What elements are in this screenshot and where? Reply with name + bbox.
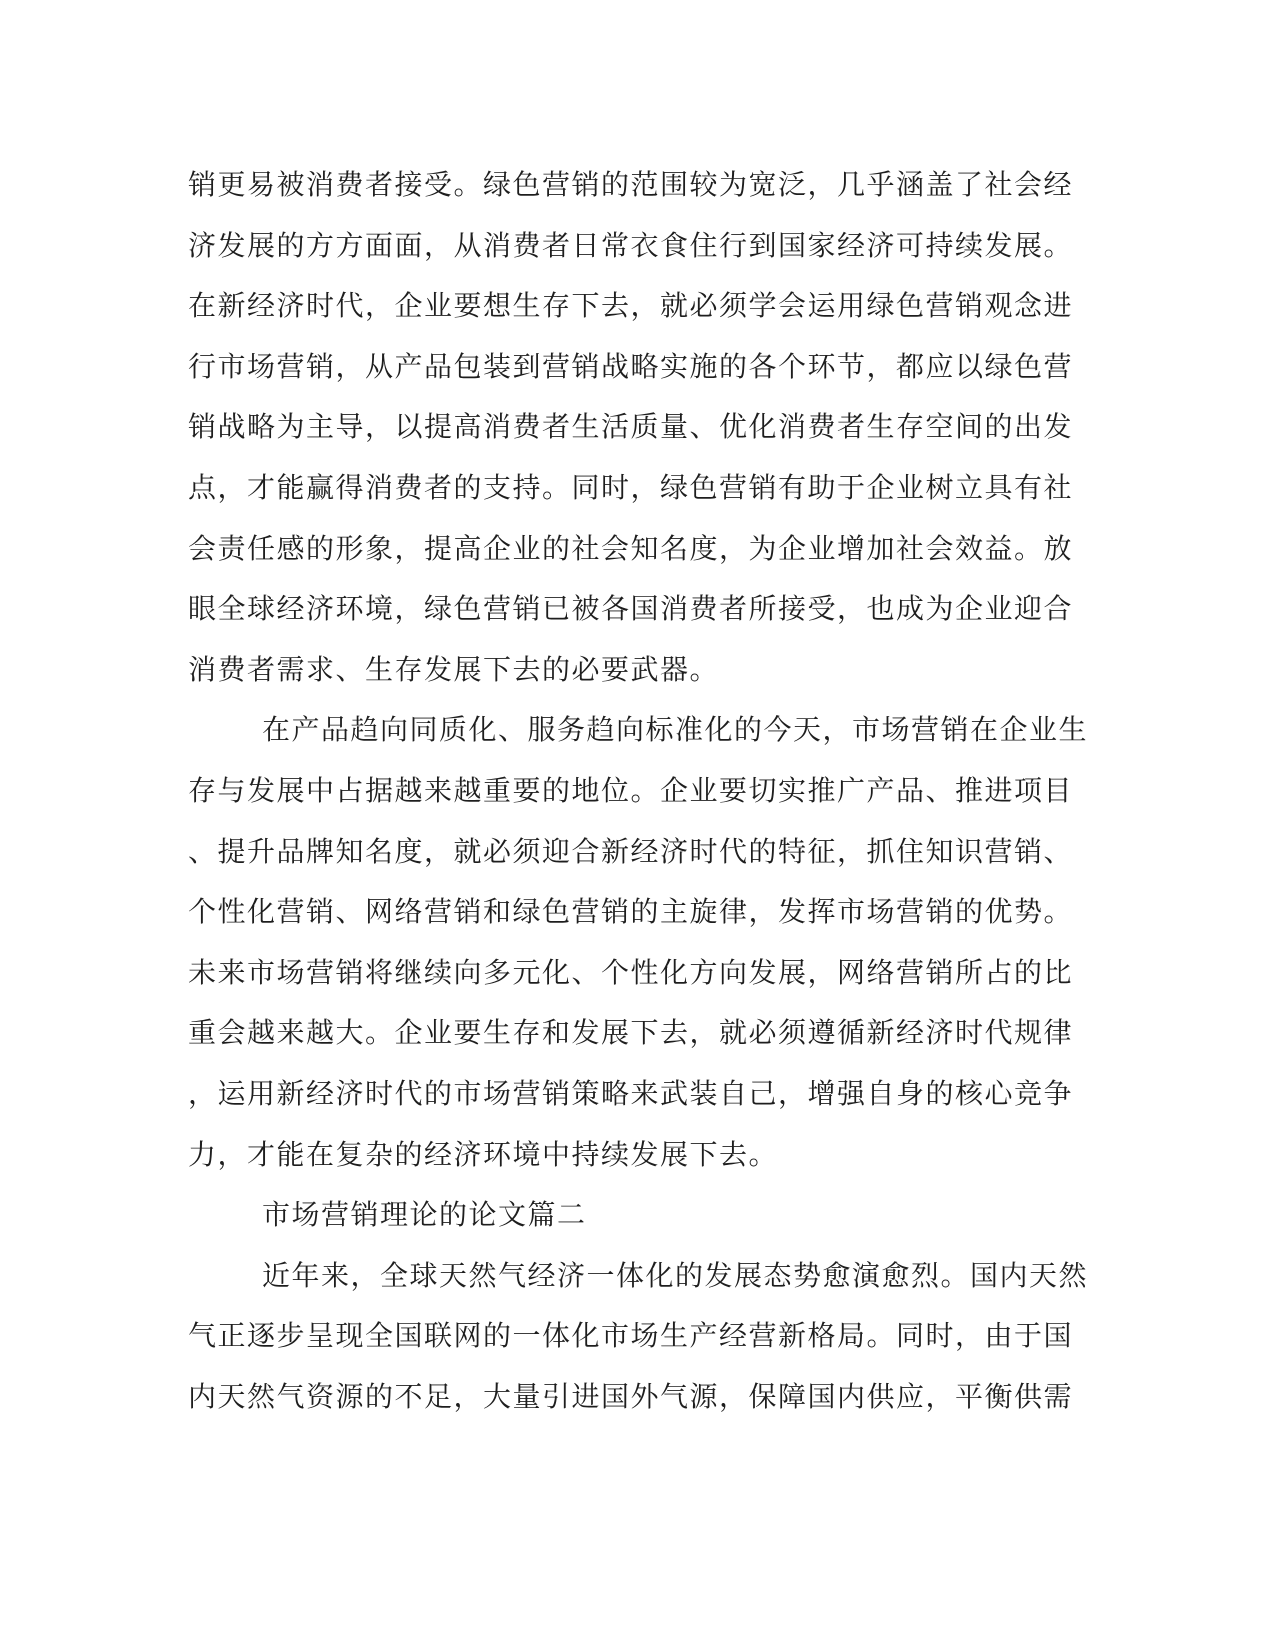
text-line: 点，才能赢得消费者的支持。同时，绿色营销有助于企业树立具有社	[188, 470, 1074, 504]
text-line: 内天然气资源的不足，大量引进国外气源，保障国内供应，平衡供需	[188, 1379, 1074, 1413]
text-line: 个性化营销、网络营销和绿色营销的主旋律，发挥市场营销的优势。	[188, 895, 1074, 929]
text-line: 在产品趋向同质化、服务趋向标准化的今天，市场营销在企业生	[262, 713, 1089, 747]
text-line: 气正逐步呈现全国联网的一体化市场生产经营新格局。同时，由于国	[188, 1319, 1074, 1353]
text-line: 消费者需求、生存发展下去的必要武器。	[188, 652, 720, 686]
text-line: 存与发展中占据越来越重要的地位。企业要切实推广产品、推进项目	[188, 773, 1074, 807]
text-line: 会责任感的形象，提高企业的社会知名度，为企业增加社会效益。放	[188, 531, 1074, 565]
text-line: 、提升品牌知名度，就必须迎合新经济时代的特征，抓住知识营销、	[188, 834, 1074, 868]
text-line: ，运用新经济时代的市场营销策略来武装自己，增强自身的核心竞争	[188, 1076, 1074, 1110]
text-line: 在新经济时代，企业要想生存下去，就必须学会运用绿色营销观念进	[188, 289, 1074, 323]
text-line: 销更易被消费者接受。绿色营销的范围较为宽泛，几乎涵盖了社会经	[188, 168, 1074, 201]
text-line: 行市场营销，从产品包装到营销战略实施的各个环节，都应以绿色营	[188, 349, 1074, 383]
text-line: 近年来，全球天然气经济一体化的发展态势愈演愈烈。国内天然	[262, 1258, 1089, 1292]
text-line: 重会越来越大。企业要生存和发展下去，就必须遵循新经济时代规律	[188, 1016, 1074, 1050]
text-line: 市场营销理论的论文篇二	[262, 1198, 587, 1232]
text-line: 力，才能在复杂的经济环境中持续发展下去。	[188, 1137, 779, 1171]
text-line: 未来市场营销将继续向多元化、个性化方向发展，网络营销所占的比	[188, 955, 1074, 989]
text-line: 济发展的方方面面，从消费者日常衣食住行到国家经济可持续发展。	[188, 228, 1074, 262]
text-line: 销战略为主导，以提高消费者生活质量、优化消费者生存空间的出发	[188, 410, 1074, 444]
text-line: 眼全球经济环境，绿色营销已被各国消费者所接受，也成为企业迎合	[188, 592, 1074, 626]
document-body	[188, 155, 1089, 1427]
